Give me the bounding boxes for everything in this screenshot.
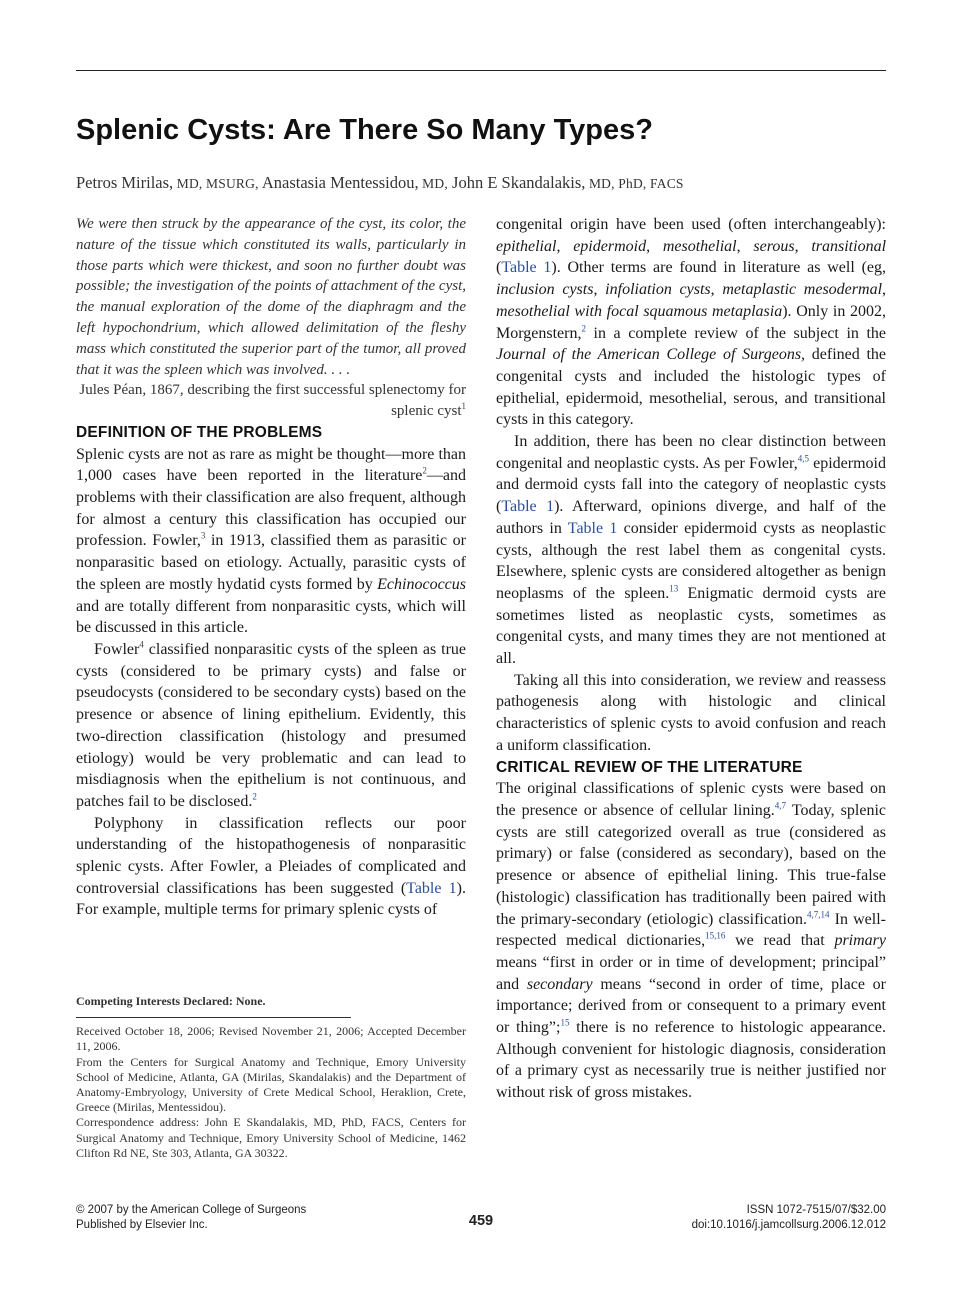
paragraph	[76, 639, 466, 813]
text-run: means “first in order or in time of development; principal” and	[496, 953, 886, 993]
italic-term: epidermoid	[573, 237, 647, 255]
text-run: epidermoid and dermoid cysts fall into the category of neoplastic cysts (	[496, 454, 886, 516]
italic-term: epithelial	[496, 237, 557, 255]
section-heading-critical-review: CRITICAL REVIEW OF THE LITERATURE	[496, 758, 803, 776]
text-run: Today, splenic cysts are still categorized overall as true (considered as primary) or false (considered as secondary), based on the presence or absence of epithelial lining. This true-false (histologic) classification has traditionally been paired with the primary-secondary (etiologic) classification.	[496, 801, 887, 928]
doi: doi:10.1016/j.jamcollsurg.2006.12.012	[691, 1219, 886, 1231]
left-column	[76, 214, 466, 921]
text-run: ,	[556, 237, 574, 255]
author-line	[76, 173, 886, 193]
italic-term: serous	[753, 237, 795, 255]
italic-term: metaplastic mesodermal	[722, 281, 883, 299]
text-run: —and problems with their classification are also frequent, although for almost a century this classification has occupied our profession. Fowler,	[76, 467, 466, 550]
italic-term: mesothelial with focal squamous metaplasia	[496, 302, 783, 320]
paragraph	[496, 214, 886, 431]
text-run: in 1913, classified them as parasitic or nonparasitic based on etiology. Actually, parasitic cysts of the spleen are mostly hydatid cysts formed by	[76, 532, 466, 593]
competing-interests: Competing Interests Declared: None.	[76, 994, 266, 1008]
reference-link[interactable]: 2	[252, 791, 257, 802]
text-run: we read that	[725, 932, 835, 950]
text-run: in a complete review of the subject in the	[585, 324, 886, 342]
italic-term: Echinococcus	[377, 575, 466, 593]
reference-marker: 4	[139, 639, 144, 650]
epigraph-attribution	[76, 380, 466, 422]
text-run: and are totally different from nonparasitic cysts, which will be discussed in this article.	[76, 597, 466, 637]
table-1-link[interactable]: Table 1	[501, 498, 555, 516]
text-run: defined the congenital cysts and included the histologic types of epithelial, epidermoid, mesothelial, serous, and transitional cysts in this category.	[496, 346, 886, 429]
page-number: 459	[468, 1213, 494, 1229]
text-run: ,	[882, 281, 887, 299]
text-run: Fowler	[94, 641, 140, 658]
footnotes	[76, 994, 466, 1161]
footnote-rule	[76, 1017, 351, 1018]
author-degrees: MD,	[418, 176, 448, 191]
reference-link[interactable]: 15,16	[705, 930, 726, 941]
text-run: means “second in order of time, place or importance; derived from or consequent to a primary event or thing”;	[496, 975, 886, 1037]
paragraph	[496, 431, 886, 670]
text-run: classified nonparasitic cysts of the spleen as true cysts (considered to be primary cysts) and false or pseudocysts (considered to be secondary cysts) based on the presence or absence of lining epithelium. Evidently, this two-direction classification (histology and presumed etiology) would be very problematic and can lead to misdiagnosis when the epithelium is not continuous, and patches fail to be disclosed.	[76, 641, 466, 810]
epigraph-quote: We were then struck by the appearance of the cyst, its color, the nature of the tissue which constituted its walls, particularly in those parts which were thickest, and soon no further doubt was possible; the investigation of the points of attachment of the cyst, the manual exploration of the dome of the diaphragm and the left hypochondrium, which allowed delimitation of the fleshy mass which constituted the superior part of the tumor, all proved that it was the spleen which was involved. . . .	[76, 216, 466, 378]
text-run: there is no reference to histologic appearance. Although convenient for histologic diagnosis, consideration of a primary cyst as necessarily true is neither justified nor without risk of gross mistakes.	[496, 1019, 886, 1102]
article-title: Splenic Cysts: Are There So Many Types?	[76, 114, 653, 146]
text-run: ). Afterward, opinions diverge, and half of the authors in	[496, 498, 886, 537]
text-run: In addition, there has been no clear distinction between congenital and neoplastic cysts. As per Fowler,	[496, 433, 886, 472]
text-run: ,	[646, 237, 663, 255]
paragraph	[496, 778, 886, 1104]
italic-term: infoliation cysts	[605, 281, 711, 299]
paragraph: Taking all this into consideration, we review and reassess pathogenesis along with histologic and clinical characteristics of splenic cysts to avoid confusion and reach a uniform classification.	[496, 671, 886, 754]
footer-right	[692, 1203, 886, 1233]
reference-link[interactable]: 4,5	[797, 453, 809, 464]
table-1-link[interactable]: Table 1	[567, 519, 618, 537]
section-heading-definition: DEFINITION OF THE PROBLEMS	[76, 423, 323, 441]
author-name: John E Skandalakis,	[447, 173, 586, 192]
text-run: ). Only in 2002, Morgenstern,	[496, 302, 886, 342]
table-1-link[interactable]: Table 1	[501, 259, 552, 277]
epigraph-attribution-text: Jules Péan, 1867, describing the first successful splenectomy for splenic cyst	[79, 382, 466, 420]
text-run: ,	[710, 281, 723, 299]
issn: ISSN 1072-7515/07/$32.00	[746, 1204, 886, 1216]
paragraph	[76, 813, 466, 922]
correspondence-address: Correspondence address: John E Skandalakis, MD, PhD, FACS, Centers for Surgical Anatomy and Technique, Emory University School of Medicine, 1462 Clifton Rd NE, Ste 303, Atlanta, GA 30322.	[76, 1115, 466, 1160]
text-run: ). For example, multiple terms for primary splenic cysts of	[76, 879, 466, 919]
text-run: consider epidermoid cysts as neoplastic cysts, although the rest label them as congenital cysts. Elsewhere, splenic cysts are considered altogether as benign neoplasms of the spleen.	[496, 519, 886, 602]
affiliation: From the Centers for Surgical Anatomy and Technique, Emory University School of Medicine, Atlanta, GA (Mirilas, Skandalakis) and the Department of Anatomy-Embryology, University of Crete Medical School, Heraklion, Crete, Greece (Mirilas, Mentessidou).	[76, 1054, 466, 1115]
reference-link[interactable]: 4,7	[774, 800, 787, 811]
copyright: © 2007 by the American College of Surgeons	[76, 1204, 307, 1216]
top-rule	[76, 70, 886, 71]
page-footer	[76, 1203, 886, 1243]
italic-term: transitional	[811, 237, 887, 255]
text-run: ,	[593, 281, 606, 299]
italic-term: mesothelial	[662, 237, 737, 255]
table-1-link[interactable]: Table 1	[406, 879, 457, 897]
italic-term: inclusion cysts	[496, 281, 594, 299]
text-run: Splenic cysts are not as rare as might be thought—more than 1,000 cases have been reported in the literature	[76, 445, 466, 485]
text-run: ). Other terms are found in literature as well (eg,	[551, 259, 886, 277]
publisher: Published by Elsevier Inc.	[76, 1219, 208, 1231]
reference-link[interactable]: 2	[581, 323, 586, 334]
text-run: congenital origin have been used (often interchangeably):	[496, 216, 886, 233]
author-name: Anastasia Mentessidou,	[258, 173, 419, 192]
text-run: The original classifications of splenic cysts were based on the presence or absence of cellular lining.	[496, 780, 886, 819]
reference-link[interactable]: 4,7,14	[806, 909, 830, 920]
text-run: ,	[736, 237, 754, 255]
paragraph	[76, 444, 466, 639]
italic-term: secondary	[526, 975, 593, 993]
reference-marker: 2	[422, 466, 427, 477]
right-column	[496, 214, 886, 1104]
text-run: ,	[794, 237, 812, 255]
author-degrees: MD, MSURG,	[173, 176, 259, 191]
text-run: Enigmatic dermoid cysts are sometimes listed as neoplastic cysts, sometimes as congenital cysts, and many times they are not mentioned at all.	[496, 584, 887, 668]
received-dates: Received October 18, 2006; Revised November 21, 2006; Accepted December 11, 2006.	[76, 1024, 466, 1054]
author-name: Petros Mirilas,	[76, 173, 174, 192]
reference-link[interactable]: 13	[669, 583, 679, 594]
text-run: Polyphony in classification reflects our poor understanding of the histopathogenesis of nonparasitic splenic cysts. After Fowler, a Pleiades of complicated and controversial classifications has been suggested (	[76, 814, 466, 897]
text-run: (	[496, 259, 502, 277]
author-degrees: MD, PhD, FACS	[585, 176, 684, 191]
reference-marker: 3	[200, 531, 206, 542]
reference-marker: 1	[461, 401, 466, 412]
journal-name: Journal of the American College of Surgeons,	[496, 346, 806, 364]
reference-link[interactable]: 15	[560, 1017, 570, 1028]
text-run: In well-respected medical dictionaries,	[496, 910, 886, 950]
italic-term: primary	[834, 932, 886, 950]
